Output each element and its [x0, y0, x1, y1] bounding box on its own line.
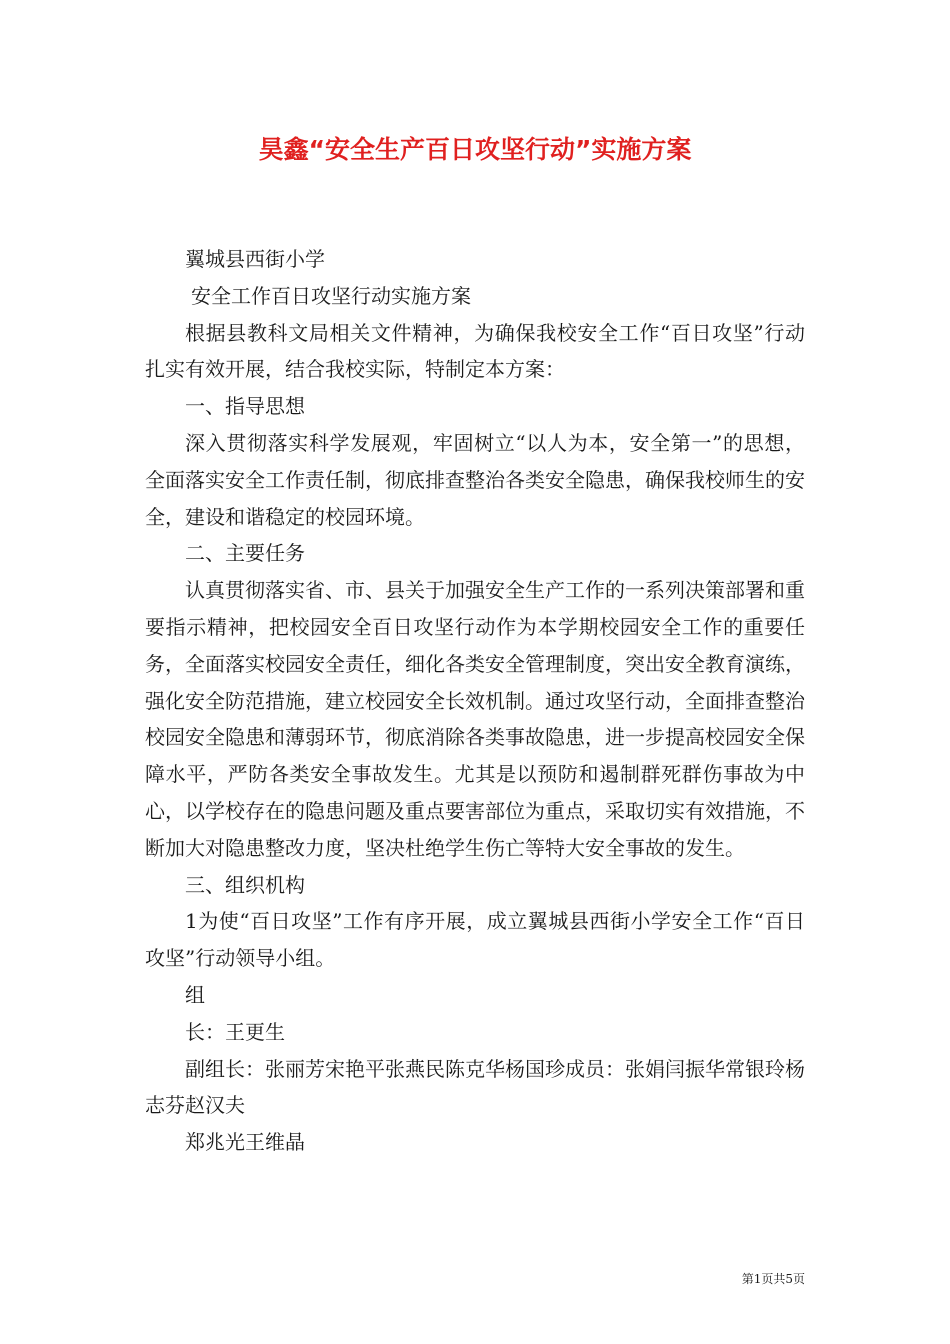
paragraph-guiding-ideology: 深入贯彻落实科学发展观，牢固树立“以人为本，安全第一”的思想，全面落实安全工作责任制，彻底排查整治各类安全隐患，确保我校师生的安全，建设和谐稳定的校园环境。: [145, 430, 805, 529]
paragraph-organization: 1为使“百日攻坚”工作有序开展，成立翼城县西街小学安全工作“百日攻坚”行动领导小组。: [145, 909, 805, 971]
deputy-leaders-members: 副组长：张丽芳宋艳平张燕民陈克华杨国珍成员：张娟闫振华常银玲杨志芬赵汉夫: [145, 1056, 805, 1118]
plan-subtitle: 安全工作百日攻坚行动实施方案: [191, 283, 471, 308]
paragraph-intro: 根据县教科文局相关文件精神，为确保我校安全工作“百日攻坚”行动扎实有效开展，结合我校实际，特制定本方案：: [145, 320, 805, 382]
document-title: 昊鑫“安全生产百日攻坚行动”实施方案: [258, 135, 692, 164]
heading-main-tasks: 二、主要任务: [185, 541, 305, 566]
group-label: 组: [185, 982, 205, 1007]
paragraph-main-tasks: 认真贯彻落实省、市、县关于加强安全生产工作的一系列决策部署和重要指示精神，把校园安全百日攻坚行动作为本学期校园安全工作的重要任务，全面落实校园安全责任，细化各类安全管理制度，突出安全教育演练，强化安全防范措施，建立校园安全长效机制。通过攻坚行动，全面排查整治校园安全隐患和薄弱环节，彻底消除各类事故隐患，进一步提高校园安全保障水平，严防各类安全事故发生。尤其是以预防和遏制群死群伤事故为中心，以学校存在的隐患问题及重点要害部位为重点，采取切实有效措施，不断加大对隐患整改力度，坚决杜绝学生伤亡等特大安全事故的发生。: [145, 578, 805, 860]
heading-organization: 三、组织机构: [185, 872, 305, 897]
school-name: 翼城县西街小学: [185, 247, 325, 271]
page-indicator: 第1页共5页: [741, 1272, 805, 1286]
document-body: [145, 241, 805, 1161]
members-continued: 郑兆光王维晶: [185, 1130, 305, 1155]
group-leader: 长：王更生: [185, 1019, 285, 1044]
heading-guiding-ideology: 一、指导思想: [185, 394, 305, 419]
